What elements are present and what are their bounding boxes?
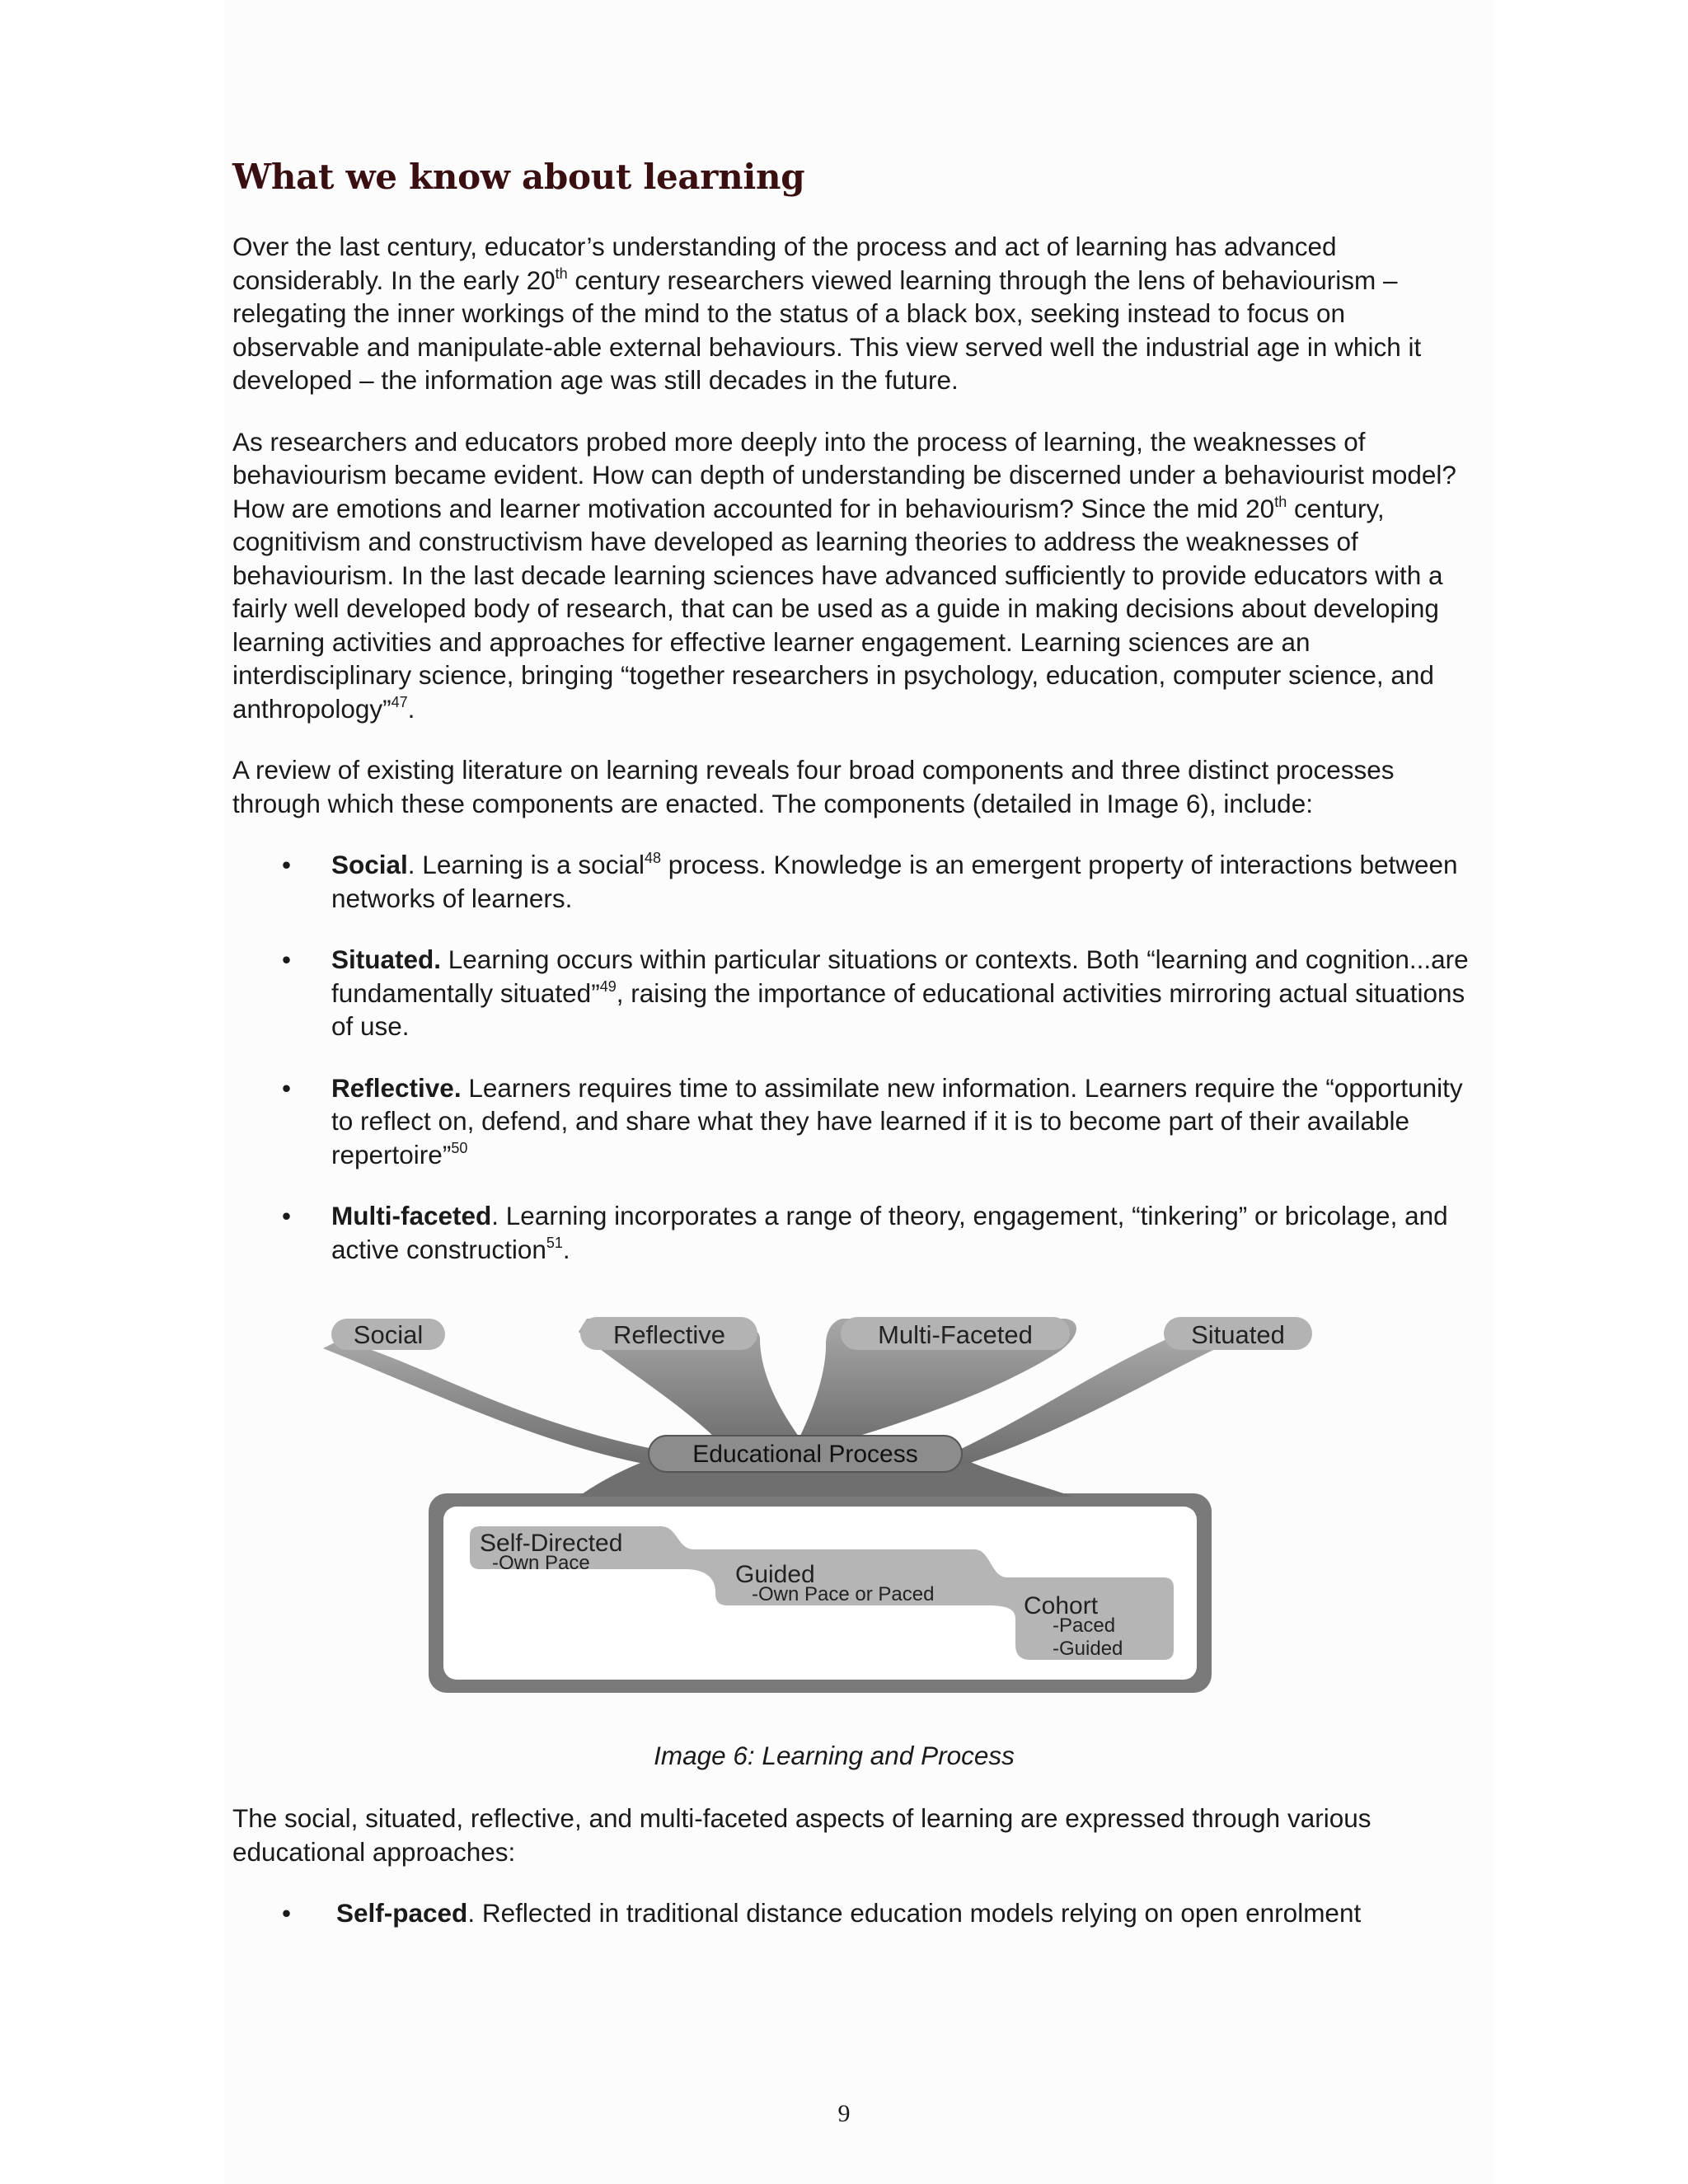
list-item xyxy=(232,1199,1469,1266)
footnote-ref-47: 47 xyxy=(391,693,408,710)
branch-social xyxy=(323,1340,661,1467)
multi-faceted-label: Multi-Faceted xyxy=(878,1320,1033,1349)
paragraph-4: The social, situated, reflective, and multi-faceted aspects of learning are expressed through various educational approaches: xyxy=(232,1803,1372,1867)
list-item-text: . Learning incorporates a range of theory, engagement, “tinkering” or bricolage, and active construction xyxy=(331,1201,1448,1264)
learning-process-diagram xyxy=(232,1312,1469,1724)
footnote-ref: 50 xyxy=(451,1139,468,1156)
section-heading: What we know about learning xyxy=(232,157,805,197)
list-item-term: Social xyxy=(331,850,408,879)
paragraph-1 xyxy=(232,230,1469,397)
bullet-icon: • xyxy=(282,1201,292,1230)
list-item xyxy=(232,1896,1469,1930)
diagram-svg xyxy=(232,1312,1469,1724)
page-number: 9 xyxy=(837,2100,851,2127)
document-body xyxy=(232,157,1469,1958)
list-item-text: Learners requires time to assimilate new information. Learners require the “opportunity to reflect on, defend, and share what they have learned if it is to become part of their available repertoire” xyxy=(331,1072,1463,1169)
list-item-text: process. Knowledge is an emergent property of interactions between networks of learners. xyxy=(331,850,1458,913)
p2-text-b: century, cognitivism and constructivism have developed as learning theories to address the weaknesses of behaviourism. In the last decade learning sciences have advanced sufficiently to provide educators with a fairly well developed body of research, that can be used as a guide in making decisions about developing learning activities and approaches for effective learner engagement. Learning sciences are an interdisciplinary science, bringing “together researchers in psychology, education, computer science, and anthropology” xyxy=(232,493,1443,724)
list-item-text: Learning occurs within particular situations or contexts. Both “learning and cognition...are fundamentally situated” xyxy=(331,944,1469,1008)
footnote-ref: 49 xyxy=(599,977,617,995)
situated-label: Situated xyxy=(1191,1320,1285,1349)
list-item xyxy=(232,943,1469,1043)
bullet-icon: • xyxy=(282,850,292,879)
guided-sub: -Own Pace or Paced xyxy=(752,1583,935,1605)
footnote-ref: 48 xyxy=(644,850,661,866)
p2-text-c: . xyxy=(407,693,415,724)
self-directed-label: Self-Directed xyxy=(480,1530,623,1557)
p2-text-a: As researchers and educators probed more deeply into the process of learning, the weaknesses of behaviourism became evident. How can depth of understanding be discerned under a behaviourist model? How are emotions and learner motivation accounted for in behaviourism? Since the mid 20 xyxy=(232,426,1456,523)
paragraph-2 xyxy=(232,425,1469,726)
p1-text-b: century researchers viewed learning through the lens of behaviourism – relegating the inner workings of the mind to the status of a black box, seeking instead to focus on observable and manipulate-able external behaviours. This view served well the industrial age in which it developed – the information age was still decades in the future. xyxy=(232,265,1422,395)
components-list xyxy=(232,848,1469,1266)
approaches-list xyxy=(232,1896,1469,1930)
self-directed-sub: -Own Pace xyxy=(492,1552,590,1574)
p2-superscript-th: th xyxy=(1274,493,1287,510)
figure-caption: Image 6: Learning and Process xyxy=(654,1741,1015,1770)
p1-superscript: th xyxy=(555,265,568,282)
bullet-icon: • xyxy=(282,1072,292,1103)
bullet-icon: • xyxy=(282,944,292,974)
list-item-term: Multi-faceted xyxy=(331,1201,492,1230)
list-item xyxy=(232,1071,1469,1172)
reflective-label: Reflective xyxy=(612,1320,726,1349)
list-item-term: Situated. xyxy=(331,944,442,974)
bullet-icon: • xyxy=(282,1898,292,1928)
footnote-ref: 51 xyxy=(546,1234,563,1251)
cohort-label: Cohort xyxy=(1024,1592,1099,1619)
list-item-term: Self-paced xyxy=(336,1898,468,1928)
list-item-text: . xyxy=(562,1234,570,1264)
list-item-text: , raising the importance of educational activities mirroring actual situations of use. xyxy=(331,977,1465,1041)
cohort-sub-guided: -Guided xyxy=(1053,1638,1123,1660)
list-item-text: . Learning is a social xyxy=(407,850,645,879)
educational-process-label: Educational Process xyxy=(692,1441,918,1468)
list-item-term: Reflective. xyxy=(331,1072,462,1103)
p1-text-a: Over the last century, educator’s understanding of the process and act of learning has advanced considerably. In the early 20 xyxy=(232,232,1337,295)
social-label: Social xyxy=(353,1320,424,1349)
cohort-sub-paced: -Paced xyxy=(1053,1615,1116,1637)
list-item-text: . Reflected in traditional distance education models relying on open enrolment xyxy=(467,1898,1362,1928)
list-item xyxy=(232,848,1469,915)
paragraph-3: A review of existing literature on learning reveals four broad components and three distinct processes through which these components are enacted. The components (detailed in Image 6), include: xyxy=(232,755,1395,818)
guided-label: Guided xyxy=(735,1561,815,1588)
